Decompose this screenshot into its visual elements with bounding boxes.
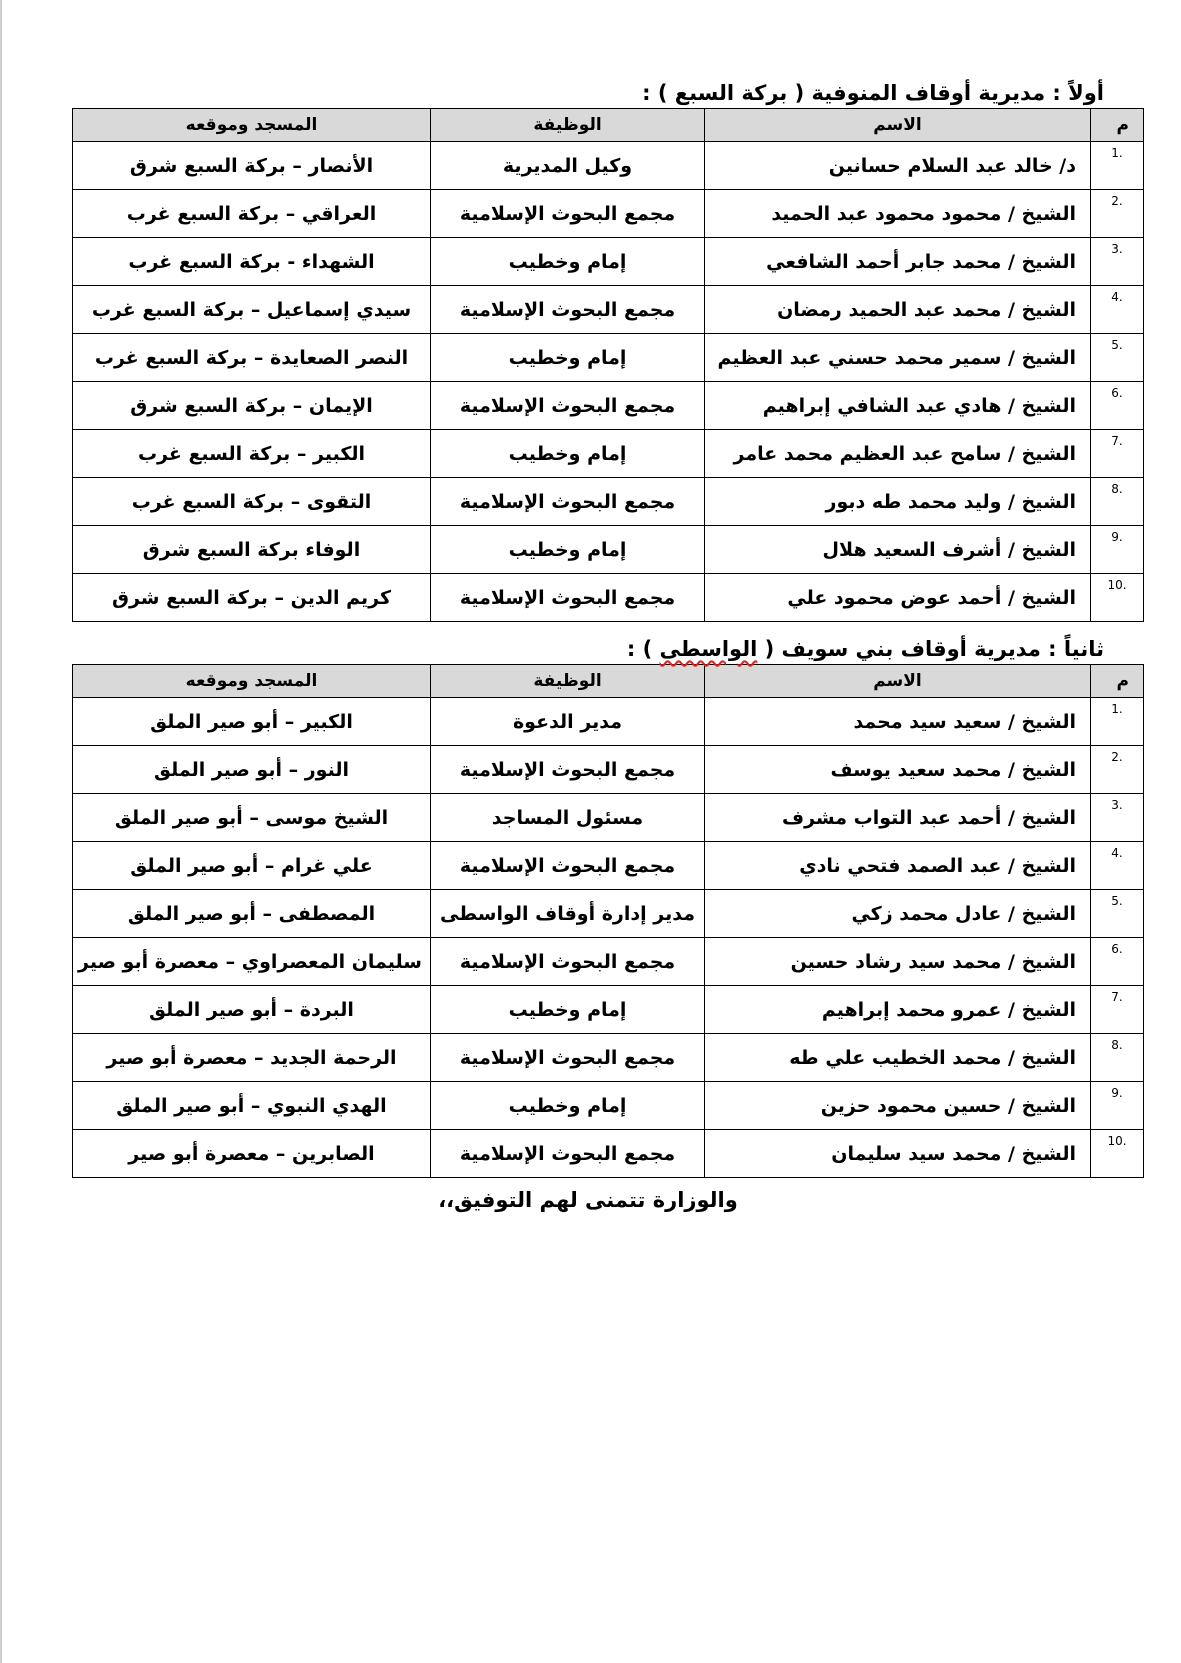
section-2-title: [72, 634, 1144, 664]
row-name: الشيخ / عادل محمد زكي: [705, 890, 1091, 938]
header-mosque: المسجد وموقعه: [73, 665, 431, 698]
table-row: [73, 574, 1144, 622]
row-job: إمام وخطيب: [431, 986, 705, 1034]
table-row: [73, 238, 1144, 286]
table-row: [73, 794, 1144, 842]
table-row: [73, 190, 1144, 238]
row-num: 10.: [1091, 1130, 1144, 1178]
header-name: الاسم: [705, 665, 1091, 698]
row-num: 5.: [1091, 334, 1144, 382]
row-mosque: الإيمان – بركة السبع شرق: [73, 382, 431, 430]
page-edge: [0, 0, 2, 1663]
row-mosque: الوفاء بركة السبع شرق: [73, 526, 431, 574]
row-mosque: الشيخ موسى – أبو صير الملق: [73, 794, 431, 842]
row-mosque: علي غرام – أبو صير الملق: [73, 842, 431, 890]
table-row: [73, 334, 1144, 382]
row-mosque: الكبير – بركة السبع غرب: [73, 430, 431, 478]
row-job: إمام وخطيب: [431, 430, 705, 478]
row-name: الشيخ / أحمد عبد التواب مشرف: [705, 794, 1091, 842]
row-num: 1.: [1091, 142, 1144, 190]
row-mosque: الصابرين – معصرة أبو صير: [73, 1130, 431, 1178]
row-mosque: كريم الدين – بركة السبع شرق: [73, 574, 431, 622]
row-job: مجمع البحوث الإسلامية: [431, 746, 705, 794]
row-num: 3.: [1091, 238, 1144, 286]
row-name: الشيخ / هادي عبد الشافي إبراهيم: [705, 382, 1091, 430]
row-name: الشيخ / محمد سيد رشاد حسين: [705, 938, 1091, 986]
table-row: [73, 526, 1144, 574]
row-num: 2.: [1091, 190, 1144, 238]
table-row: [73, 430, 1144, 478]
row-name: د/ خالد عبد السلام حسانين: [705, 142, 1091, 190]
section-2-title-end: ) :: [626, 637, 660, 661]
row-name: الشيخ / وليد محمد طه دبور: [705, 478, 1091, 526]
table-row: [73, 890, 1144, 938]
row-job: مدير الدعوة: [431, 698, 705, 746]
table-row: [73, 1130, 1144, 1178]
row-mosque: النصر الصعايدة – بركة السبع غرب: [73, 334, 431, 382]
row-num: 4.: [1091, 842, 1144, 890]
row-job: مجمع البحوث الإسلامية: [431, 382, 705, 430]
section-2-title-start: ثانياً : مديرية أوقاف بني سويف (: [757, 637, 1104, 661]
header-job: الوظيفة: [431, 109, 705, 142]
row-num: 9.: [1091, 1082, 1144, 1130]
row-name: الشيخ / حسين محمود حزين: [705, 1082, 1091, 1130]
row-name: الشيخ / محمود محمود عبد الحميد: [705, 190, 1091, 238]
row-mosque: البردة – أبو صير الملق: [73, 986, 431, 1034]
row-mosque: التقوى – بركة السبع غرب: [73, 478, 431, 526]
row-num: 10.: [1091, 574, 1144, 622]
row-name: الشيخ / أشرف السعيد هلال: [705, 526, 1091, 574]
section-1-title: أولاً : مديرية أوقاف المنوفية ( بركة السبع ) :: [642, 81, 1104, 105]
row-job: مجمع البحوث الإسلامية: [431, 286, 705, 334]
closing-line: والوزارة تتمنى لهم التوفيق،،: [438, 1188, 738, 1212]
row-name: الشيخ / عبد الصمد فتحي نادي: [705, 842, 1091, 890]
header-num: م: [1091, 109, 1144, 142]
row-name: الشيخ / محمد عبد الحميد رمضان: [705, 286, 1091, 334]
table-row: [73, 698, 1144, 746]
table-header-row: [73, 665, 1144, 698]
row-job: إمام وخطيب: [431, 526, 705, 574]
table-row: [73, 938, 1144, 986]
row-mosque: سليمان المعصراوي – معصرة أبو صير: [73, 938, 431, 986]
header-job: الوظيفة: [431, 665, 705, 698]
row-job: مسئول المساجد: [431, 794, 705, 842]
row-job: إمام وخطيب: [431, 238, 705, 286]
row-num: 1.: [1091, 698, 1144, 746]
row-mosque: الأنصار – بركة السبع شرق: [73, 142, 431, 190]
section-2-table: [72, 664, 1144, 1178]
row-name: الشيخ / محمد جابر أحمد الشافعي: [705, 238, 1091, 286]
row-num: 4.: [1091, 286, 1144, 334]
table-row: [73, 142, 1144, 190]
row-num: 3.: [1091, 794, 1144, 842]
row-name: الشيخ / محمد سعيد يوسف: [705, 746, 1091, 794]
table-row: [73, 842, 1144, 890]
row-num: 9.: [1091, 526, 1144, 574]
row-name: الشيخ / سمير محمد حسني عبد العظيم: [705, 334, 1091, 382]
row-job: وكيل المديرية: [431, 142, 705, 190]
row-mosque: العراقي – بركة السبع غرب: [73, 190, 431, 238]
row-mosque: الشهداء - بركة السبع غرب: [73, 238, 431, 286]
row-num: 5.: [1091, 890, 1144, 938]
row-mosque: الرحمة الجديد – معصرة أبو صير: [73, 1034, 431, 1082]
row-mosque: الكبير – أبو صير الملق: [73, 698, 431, 746]
row-name: الشيخ / عمرو محمد إبراهيم: [705, 986, 1091, 1034]
row-job: مجمع البحوث الإسلامية: [431, 938, 705, 986]
row-mosque: المصطفى – أبو صير الملق: [73, 890, 431, 938]
row-name: الشيخ / سعيد سيد محمد: [705, 698, 1091, 746]
section-1-table: [72, 108, 1144, 622]
document-page: [72, 78, 1144, 1212]
header-num: م: [1091, 665, 1144, 698]
row-job: مجمع البحوث الإسلامية: [431, 842, 705, 890]
table-row: [73, 478, 1144, 526]
row-num: 8.: [1091, 1034, 1144, 1082]
row-mosque: النور – أبو صير الملق: [73, 746, 431, 794]
table-row: [73, 1034, 1144, 1082]
table-row: [73, 286, 1144, 334]
row-job: مجمع البحوث الإسلامية: [431, 1130, 705, 1178]
row-job: مجمع البحوث الإسلامية: [431, 478, 705, 526]
table-row: [73, 986, 1144, 1034]
row-num: 7.: [1091, 430, 1144, 478]
row-num: 6.: [1091, 382, 1144, 430]
row-job: إمام وخطيب: [431, 334, 705, 382]
row-mosque: الهدي النبوي – أبو صير الملق: [73, 1082, 431, 1130]
row-job: إمام وخطيب: [431, 1082, 705, 1130]
row-name: الشيخ / سامح عبد العظيم محمد عامر: [705, 430, 1091, 478]
row-mosque: سيدي إسماعيل – بركة السبع غرب: [73, 286, 431, 334]
row-num: 6.: [1091, 938, 1144, 986]
row-name: الشيخ / محمد سيد سليمان: [705, 1130, 1091, 1178]
row-num: 7.: [1091, 986, 1144, 1034]
header-mosque: المسجد وموقعه: [73, 109, 431, 142]
table-row: [73, 746, 1144, 794]
section-2-title-underlined: الواسطى: [659, 637, 758, 661]
row-num: 8.: [1091, 478, 1144, 526]
table-row: [73, 382, 1144, 430]
row-job: مدير إدارة أوقاف الواسطى: [431, 890, 705, 938]
row-num: 2.: [1091, 746, 1144, 794]
row-name: الشيخ / أحمد عوض محمود علي: [705, 574, 1091, 622]
row-name: الشيخ / محمد الخطيب علي طه: [705, 1034, 1091, 1082]
table-row: [73, 1082, 1144, 1130]
row-job: مجمع البحوث الإسلامية: [431, 1034, 705, 1082]
header-name: الاسم: [705, 109, 1091, 142]
row-job: مجمع البحوث الإسلامية: [431, 190, 705, 238]
row-job: مجمع البحوث الإسلامية: [431, 574, 705, 622]
table-header-row: [73, 109, 1144, 142]
